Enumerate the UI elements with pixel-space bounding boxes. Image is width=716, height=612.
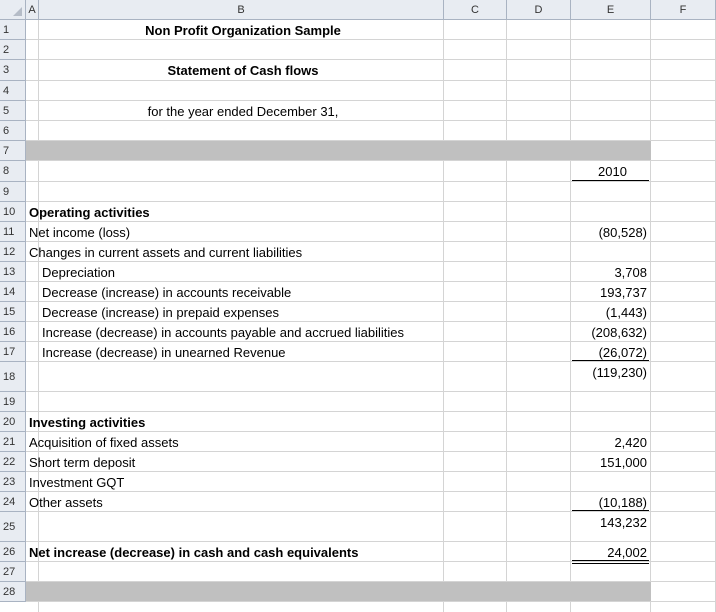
gridline-vertical	[506, 20, 507, 612]
report-title[interactable]: Non Profit Organization Sample	[145, 22, 341, 38]
row-header-6[interactable]: 6	[0, 121, 26, 141]
operating-item-value[interactable]: (208,632)	[591, 324, 647, 340]
column-header-e[interactable]: E	[571, 0, 651, 20]
operating-item-label[interactable]: Increase (decrease) in unearned Revenue	[42, 344, 286, 360]
operating-item-value[interactable]: (1,443)	[605, 304, 647, 320]
row-header-14[interactable]: 14	[0, 282, 26, 302]
row-header-20[interactable]: 20	[0, 412, 26, 432]
row-header-9[interactable]: 9	[0, 182, 26, 202]
row-header-11[interactable]: 11	[0, 222, 26, 242]
operating-item-label[interactable]: Decrease (increase) in accounts receivable	[42, 284, 292, 300]
investing-item-label[interactable]: Acquisition of fixed assets	[29, 434, 179, 450]
investing-item-value[interactable]: 151,000	[600, 454, 647, 470]
operating-item-value[interactable]: (26,072)	[598, 344, 647, 360]
column-header-a[interactable]: A	[26, 0, 39, 20]
row-header-4[interactable]: 4	[0, 81, 26, 101]
column-header-f[interactable]: F	[651, 0, 716, 20]
row-header-27[interactable]: 27	[0, 562, 26, 582]
row-header-10[interactable]: 10	[0, 202, 26, 222]
row-header-23[interactable]: 23	[0, 472, 26, 492]
investing-item-value[interactable]	[574, 472, 651, 492]
investing-item-label[interactable]: Other assets	[29, 494, 103, 510]
year-header[interactable]: 2010	[598, 164, 627, 179]
separator-band	[26, 582, 651, 601]
row-header-1[interactable]: 1	[0, 20, 26, 40]
net-change-label[interactable]: Net increase (decrease) in cash and cash equivalents	[29, 544, 359, 560]
row-header-2[interactable]: 2	[0, 40, 26, 60]
underline-border	[572, 360, 649, 361]
gridline-vertical	[570, 20, 571, 612]
row-header-18[interactable]: 18	[0, 362, 26, 392]
row-header-22[interactable]: 22	[0, 452, 26, 472]
gridline-horizontal	[26, 601, 716, 602]
investing-item-label[interactable]: Short term deposit	[29, 454, 136, 470]
investing-item-value[interactable]: 2,420	[614, 434, 647, 450]
row-header-21[interactable]: 21	[0, 432, 26, 452]
row-header-24[interactable]: 24	[0, 492, 26, 512]
report-subtitle[interactable]: Statement of Cash flows	[167, 63, 319, 78]
row-header-25[interactable]: 25	[0, 512, 26, 542]
changes-label[interactable]: Changes in current assets and current liabilities	[29, 244, 303, 260]
net-income-label[interactable]: Net income (loss)	[29, 224, 131, 240]
investing-heading[interactable]: Investing activities	[29, 414, 146, 430]
investing-item-value[interactable]: (10,188)	[598, 494, 647, 510]
select-all-triangle-icon	[13, 7, 22, 16]
row-header-19[interactable]: 19	[0, 392, 26, 412]
separator-band	[26, 141, 651, 160]
underline-border	[572, 510, 649, 511]
row-header-7[interactable]: 7	[0, 141, 26, 161]
row-header-15[interactable]: 15	[0, 302, 26, 322]
row-header-12[interactable]: 12	[0, 242, 26, 262]
double-underline-border	[572, 563, 649, 564]
net-income-value[interactable]: (80,528)	[598, 224, 647, 240]
operating-item-label[interactable]: Increase (decrease) in accounts payable and accrued liabilities	[42, 324, 405, 340]
column-header-b[interactable]: B	[39, 0, 444, 20]
operating-item-value[interactable]: 3,708	[614, 264, 647, 280]
operating-total[interactable]: (119,230)	[592, 365, 647, 380]
underline-border	[572, 560, 649, 561]
row-header-3[interactable]: 3	[0, 60, 26, 81]
row-header-26[interactable]: 26	[0, 542, 26, 562]
investing-total[interactable]: 143,232	[600, 515, 647, 530]
investing-item-label[interactable]: Investment GQT	[29, 474, 125, 490]
report-period[interactable]: for the year ended December 31,	[147, 103, 339, 119]
underline-border	[572, 180, 649, 181]
column-header-c[interactable]: C	[444, 0, 507, 20]
select-all-corner[interactable]	[0, 0, 26, 20]
operating-item-label[interactable]: Decrease (increase) in prepaid expenses	[42, 304, 280, 320]
row-header-8[interactable]: 8	[0, 161, 26, 182]
row-header-16[interactable]: 16	[0, 322, 26, 342]
operating-heading[interactable]: Operating activities	[29, 204, 150, 220]
gridline-vertical	[38, 20, 39, 612]
row-header-17[interactable]: 17	[0, 342, 26, 362]
net-change-value[interactable]: 24,002	[607, 544, 647, 560]
row-header-28[interactable]: 28	[0, 582, 26, 602]
row-header-5[interactable]: 5	[0, 101, 26, 121]
operating-item-label[interactable]: Depreciation	[42, 264, 115, 280]
operating-item-value[interactable]: 193,737	[600, 284, 647, 300]
row-header-13[interactable]: 13	[0, 262, 26, 282]
column-header-d[interactable]: D	[507, 0, 571, 20]
